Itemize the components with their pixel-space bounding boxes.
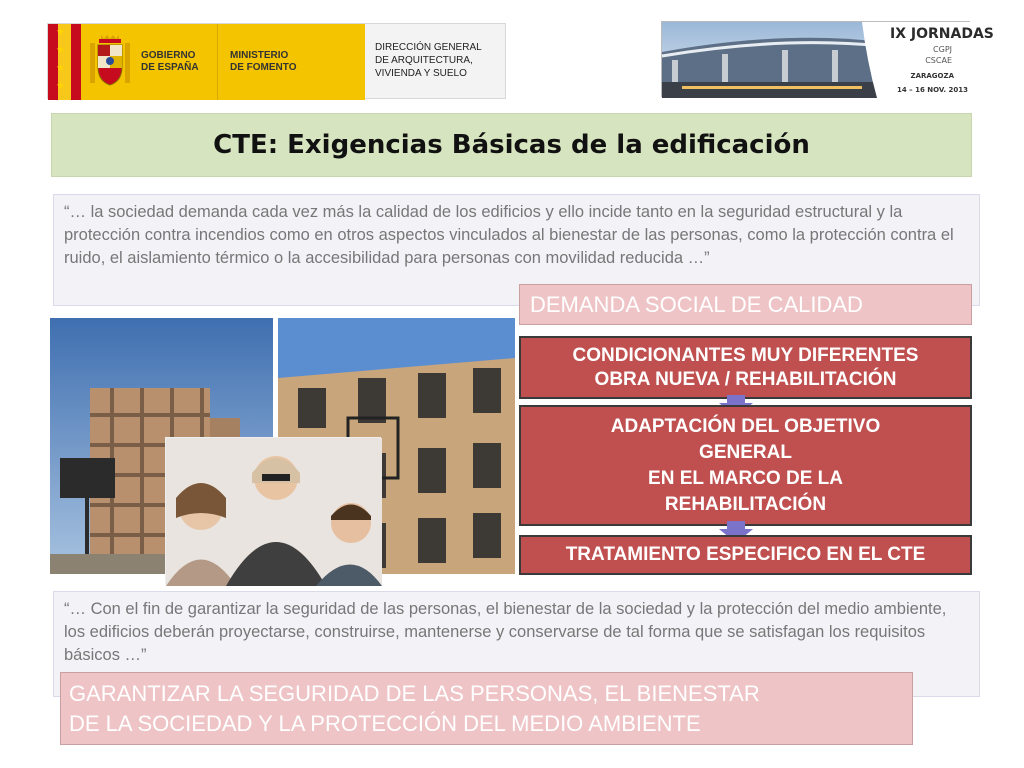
adaptacion-line4: REHABILITACIÓN: [664, 493, 827, 515]
star-icon: ★: [56, 63, 65, 74]
garantizar-line1: GARANTIZAR LA SEGURIDAD DE LAS PERSONAS, EL BIENESTAR: [69, 681, 760, 706]
condicionantes-line2: OBRA NUEVA / REHABILITACIÓN: [594, 368, 897, 390]
star-icon: ★: [56, 27, 65, 38]
jornadas-dates: 14 – 16 NOV. 2013: [896, 86, 968, 94]
adaptacion-line3: EN EL MARCO DE LA: [648, 467, 843, 489]
condicionantes-line1: CONDICIONANTES MUY DIFERENTES: [572, 344, 919, 366]
slide-title-box: [51, 113, 972, 177]
direccion-general-label: DIRECCIÓN GENERAL DE ARQUITECTURA, VIVIENDA Y SUELO: [365, 24, 505, 98]
eu-flag-stripe: [48, 24, 81, 100]
jornadas-cgpj: CGPJ: [933, 45, 952, 54]
gobierno-line2: DE ESPAÑA: [141, 62, 199, 73]
ministerio-line2: DE FOMENTO: [230, 62, 297, 73]
condicionantes-box: [519, 336, 972, 399]
star-icon: ★: [56, 45, 65, 56]
jornadas-banner-image: [661, 21, 994, 97]
garantizar-seguridad-box: [60, 672, 913, 745]
adaptacion-objetivo-box: [519, 405, 972, 526]
ministerio-logo: [218, 24, 365, 100]
star-icon: ★: [56, 81, 65, 92]
jornadas-city: ZARAGOZA: [910, 72, 954, 80]
demanda-social-box: DEMANDA SOCIAL DE CALIDAD: [519, 284, 972, 325]
adaptacion-line2: GENERAL: [699, 441, 792, 463]
garantizar-line2: DE LA SOCIEDAD Y LA PROTECCIÓN DEL MEDIO AMBIENTE: [69, 711, 701, 736]
ministerio-line1: MINISTERIO: [230, 50, 289, 61]
coat-of-arms-icon: [87, 33, 133, 91]
tratamiento-especifico-box: TRATAMIENTO ESPECIFICO EN EL CTE: [519, 535, 972, 575]
institution-logo-bar: [47, 23, 506, 99]
slide-title: CTE: Exigencias Básicas de la edificación: [213, 130, 810, 160]
family-group-photo: [165, 437, 381, 585]
adaptacion-line1: ADAPTACIÓN DEL OBJETIVO: [610, 415, 881, 437]
quote-requisitos-basicos: “… Con el fin de garantizar la seguridad de las personas, el bienestar de la sociedad y la protección del medio ambiente, los edificios deberán proyectarse, construirse, mantenerse y conservarse de tal forma que se satisfagan los requisitos básicos …”: [53, 591, 980, 697]
jornadas-cscae: CSCAE: [925, 56, 952, 65]
gobierno-label: [141, 50, 199, 74]
gobierno-line1: GOBIERNO: [141, 50, 196, 61]
jornadas-title: IX JORNADAS: [890, 26, 994, 42]
gobierno-de-espana-logo: [81, 24, 218, 100]
quote-calidad-edificios: “… la sociedad demanda cada vez más la calidad de los edificios y ello incide tanto en la seguridad estructural y la protección contra incendios como en otros aspectos vinculados al bienestar de las personas, como la protección contra el ruido, el aislamiento térmico o la accesibilidad para personas con movilidad reducida …”: [53, 194, 980, 306]
